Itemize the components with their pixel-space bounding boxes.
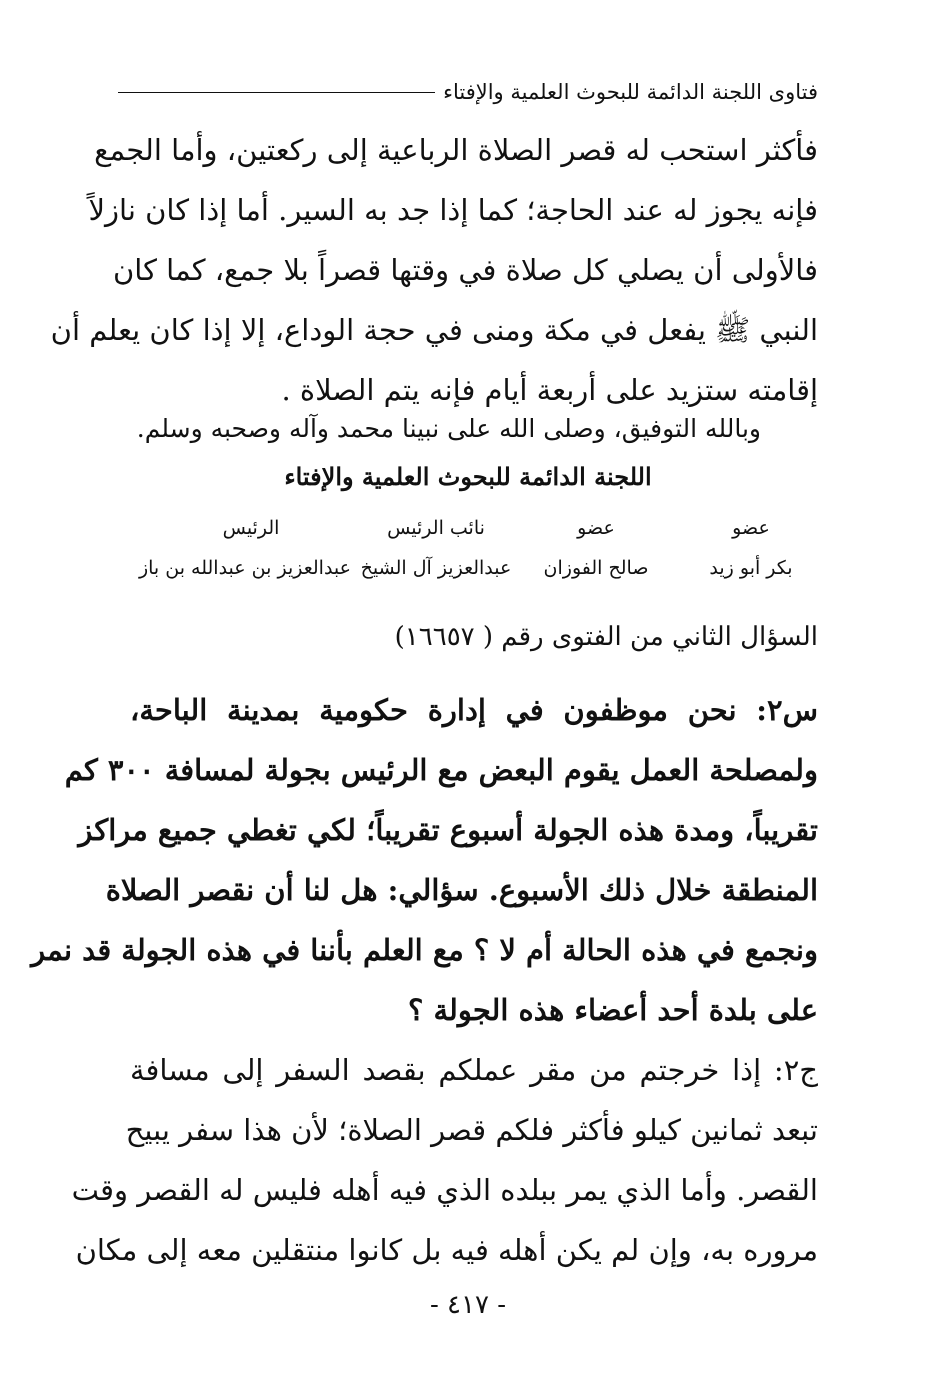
signatory-member-1 — [661, 508, 841, 588]
text-line: س٢: نحن موظفون في إدارة حكومية بمدينة الباحة، — [130, 693, 818, 727]
text-line: القصر. وأما الذي يمر ببلده الذي فيه أهله فليس له القصر وقت — [71, 1173, 818, 1207]
signatory-president — [138, 508, 351, 588]
header-title: فتاوى اللجنة الدائمة للبحوث العلمية والإفتاء — [443, 80, 818, 104]
header-rule — [118, 92, 435, 93]
text-line: ونجمع في هذه الحالة أم لا ؟ مع العلم بأننا في هذه الجولة قد نمر — [31, 933, 818, 967]
fatwa-paragraph-1 — [50, 120, 818, 420]
text-line: على بلدة أحد أعضاء هذه الجولة ؟ — [407, 993, 818, 1027]
running-header — [118, 72, 818, 112]
page-number: - ٤١٧ - — [429, 1290, 507, 1320]
text-line: فالأولى أن يصلي كل صلاة في وقتها قصراً بلا جمع، كما كان — [112, 253, 818, 287]
text-line: تقريباً، ومدة هذه الجولة أسبوع تقريباً؛ لكي تغطي جميع مراكز — [78, 813, 818, 847]
signatory-name: عبدالعزيز بن عبدالله بن باز — [138, 557, 351, 579]
text-line: النبي ﷺ يفعل في مكة ومنى في حجة الوداع، إلا إذا كان يعلم أن — [50, 313, 818, 347]
committee-name: اللجنة الدائمة للبحوث العلمية والإفتاء — [284, 462, 652, 491]
text-line: ج٢: إذا خرجتم من مقر عملكم بقصد السفر إلى مسافة — [130, 1053, 818, 1087]
text-line: ولمصلحة العمل يقوم البعض مع الرئيس بجولة لمسافة ٣٠٠ كم — [64, 753, 818, 787]
signatory-name: صالح الفوزان — [543, 557, 649, 579]
answer-paragraph — [71, 1040, 818, 1280]
text-line: المنطقة خلال ذلك الأسبوع. سؤالي: هل لنا أن نقصر الصلاة — [105, 873, 818, 907]
text-line: فإنه يجوز له عند الحاجة؛ كما إذا جد به السير. أما إذا كان نازلاً — [88, 193, 818, 227]
signatory-name: عبدالعزيز آل الشيخ — [360, 557, 512, 579]
signatory-member-2 — [506, 508, 686, 588]
text-line: تبعد ثمانين كيلو فأكثر فلكم قصر الصلاة؛ لأن هذا سفر يبيح — [125, 1113, 818, 1147]
signatory-role: الرئيس — [222, 517, 280, 539]
question-paragraph — [31, 680, 818, 1040]
signatory-vice-president — [346, 508, 526, 588]
text-line: إقامته ستزيد على أربعة أيام فإنه يتم الصلاة . — [281, 373, 818, 407]
question-heading: السؤال الثاني من الفتوى رقم ( ١٦٦٥٧) — [394, 622, 818, 652]
signatory-role: نائب الرئيس — [387, 517, 485, 539]
signatory-role: عضو — [732, 517, 770, 539]
text-line: مروره به، وإن لم يكن أهله فيه بل كانوا منتقلين معه إلى مكان — [75, 1233, 818, 1267]
closing-line: وبالله التوفيق، وصلى الله على نبينا محمد وآله وصحبه وسلم. — [136, 414, 761, 443]
signatory-name: بكر أبو زيد — [709, 557, 793, 579]
signatory-role: عضو — [577, 517, 615, 539]
text-line: فأكثر استحب له قصر الصلاة الرباعية إلى ركعتين، وأما الجمع — [94, 133, 818, 167]
